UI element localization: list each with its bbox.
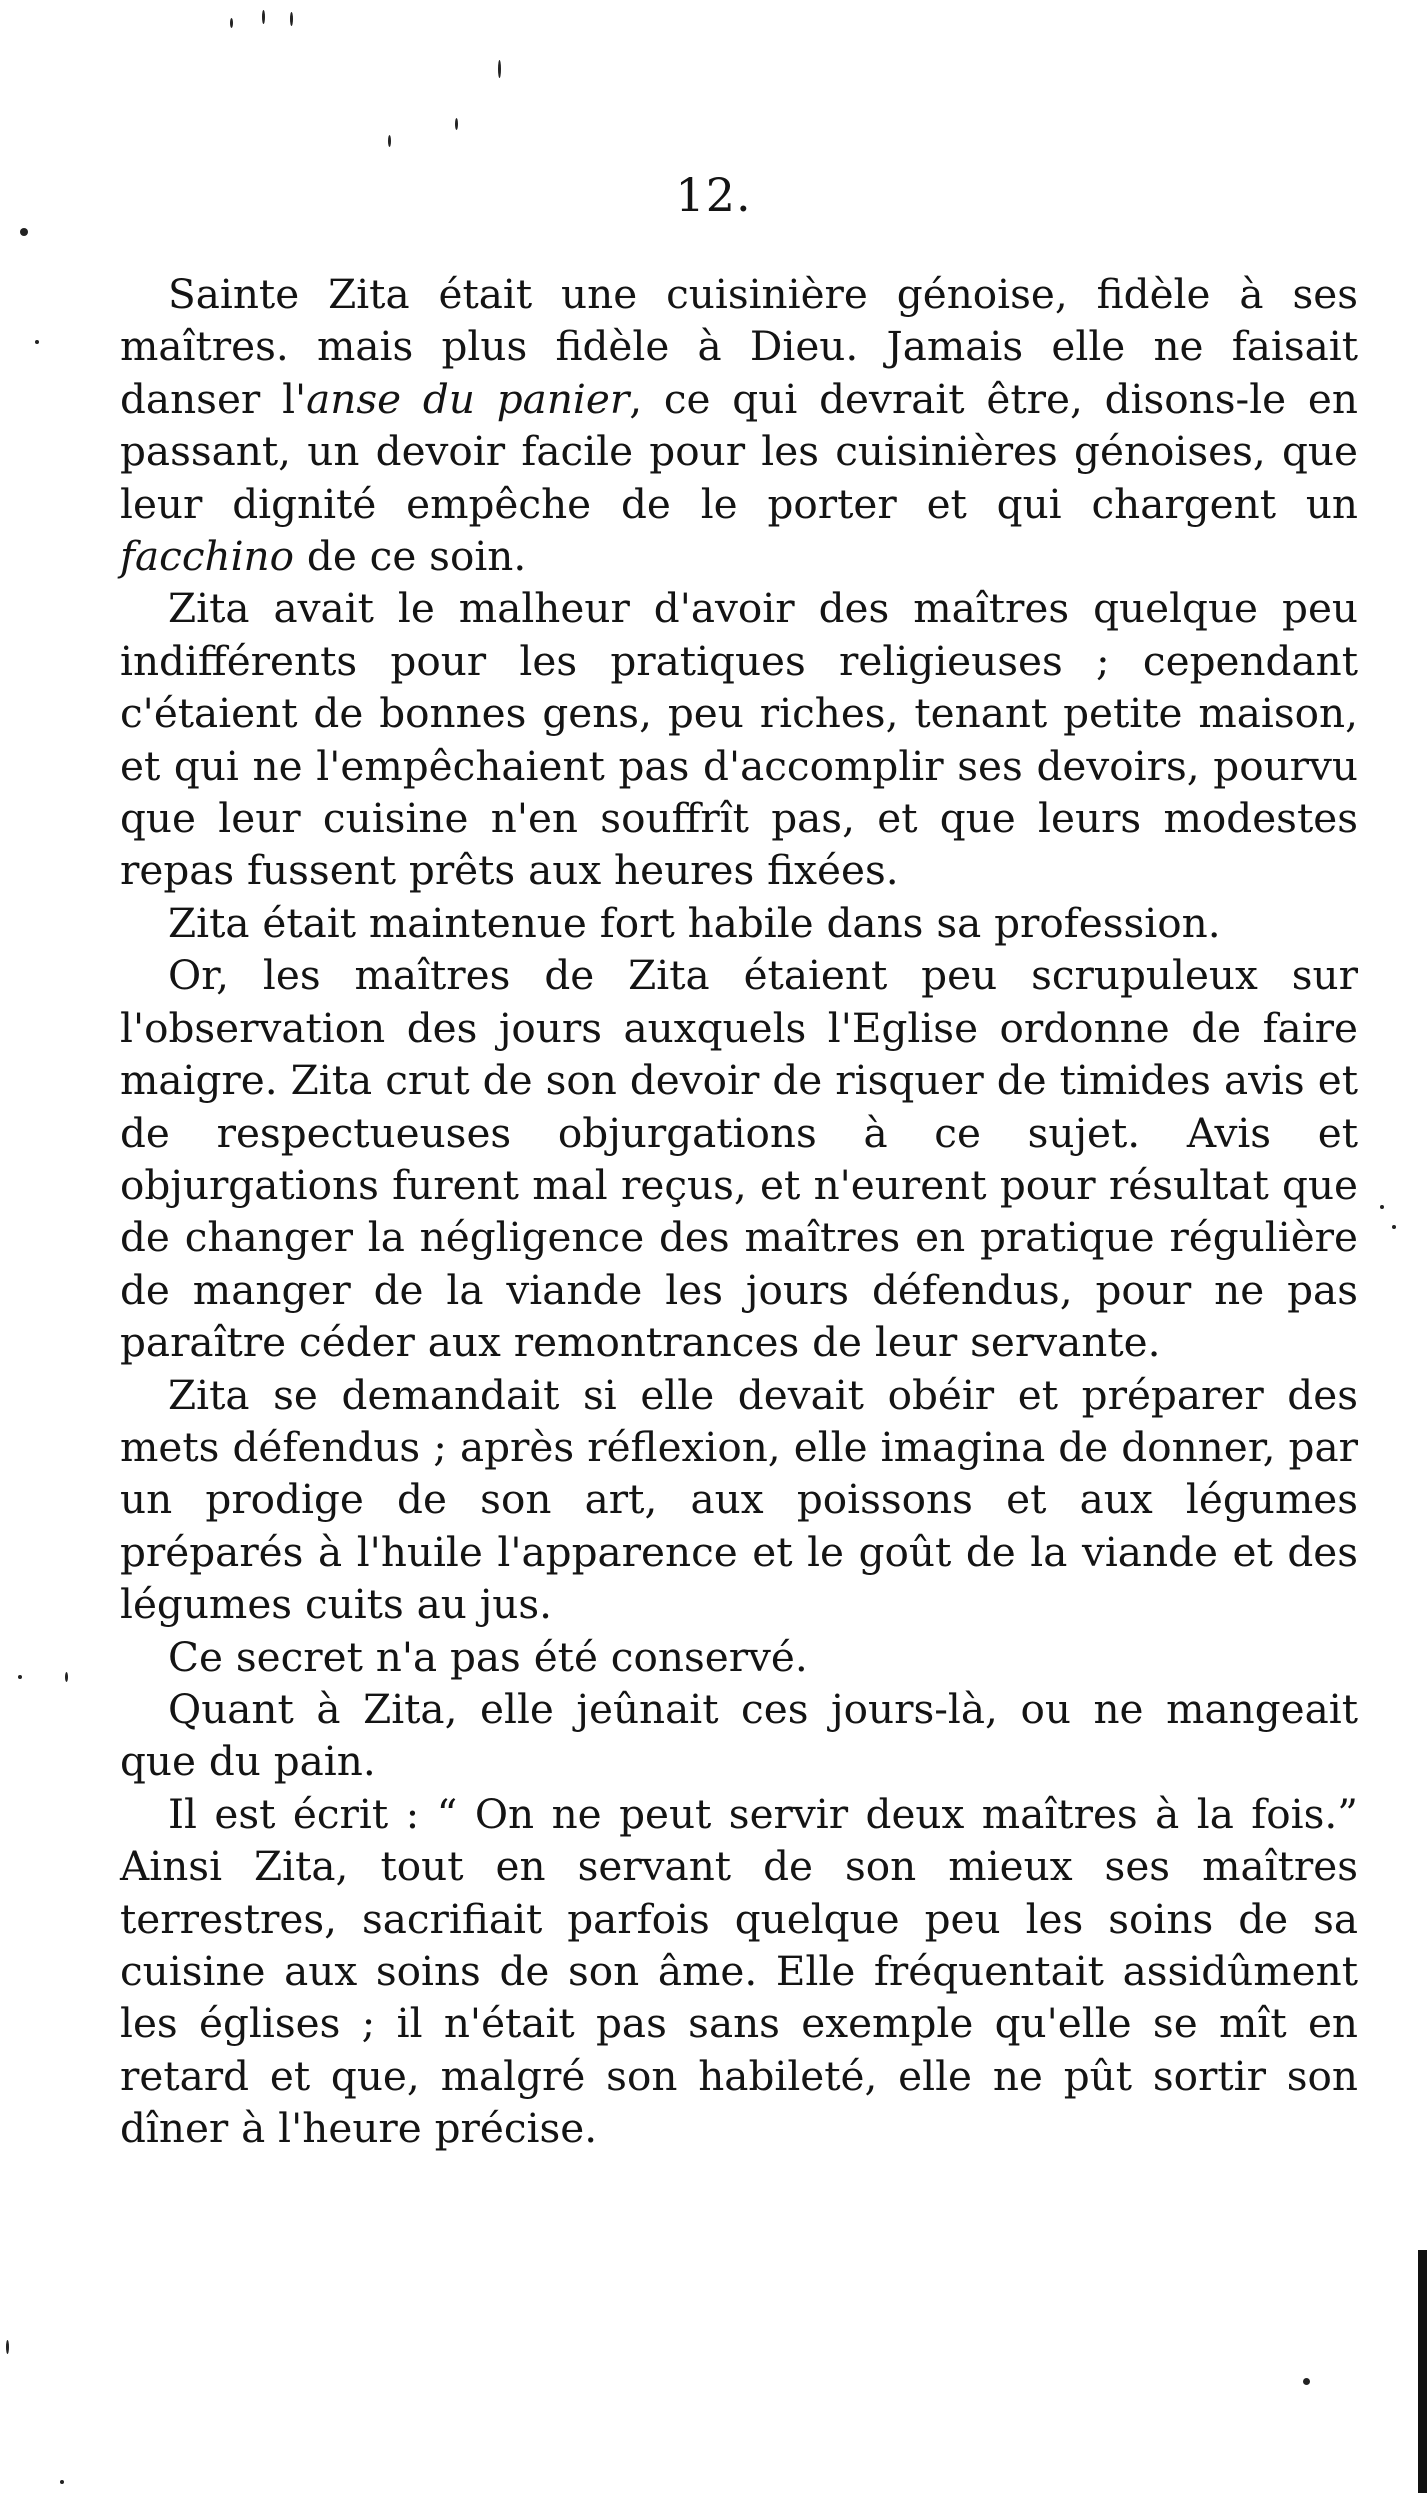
scan-speck	[230, 18, 233, 28]
scan-speck	[1392, 1225, 1396, 1229]
paragraph-8: Il est écrit : “ On ne peut servir deux maîtres à la fois.” Ainsi Zita, tout en servant de son mieux ses maîtres terrestres, sacrifiait parfois quelque peu les soins de sa cuisine aux soins de son âme. Elle fréquentait assidûment les églises ; il n'était pas sans exemple qu'elle se mît en retard et que, malgré son habileté, elle ne pût sortir son dîner à l'heure précise.	[120, 1789, 1358, 2153]
scan-speck	[1303, 2378, 1310, 2385]
paragraph-1-middle: , ce qui devrait être, disons-le en passant, un devoir facile pour les cuisinières génoises, que leur dignité empêche de le porter et qui chargent un	[120, 374, 1358, 528]
paragraph-1-before: Sainte Zita était une cuisinière génoise, fidèle à ses maîtres. mais plus fidèle à Dieu. Jamais elle ne faisait danser l'	[120, 270, 1358, 423]
italic-word-facchino: facchino	[120, 532, 295, 581]
scan-speck	[18, 1675, 22, 1679]
scan-speck	[20, 228, 28, 236]
page-edge-shadow	[1418, 2250, 1427, 2493]
paragraph-7: Quant à Zita, elle jeûnait ces jours-là, ou ne mangeait que du pain.	[120, 1684, 1358, 1786]
body-text	[120, 268, 1358, 2155]
paragraph-1-after: de ce soin.	[294, 532, 527, 581]
scan-speck	[498, 60, 501, 78]
italic-phrase-anse-du-panier: anse du panier	[306, 374, 630, 423]
scan-speck	[388, 135, 391, 147]
scan-speck	[65, 1672, 68, 1682]
page-number: 12.	[675, 168, 752, 222]
scan-speck	[6, 2340, 9, 2354]
paragraph-4: Or, les maîtres de Zita étaient peu scrupuleux sur l'observation des jours auxquels l'Eglise ordonne de faire maigre. Zita crut de son devoir de risquer de timides avis et de respectueuses objurgations à ce sujet. Avis et objurgations furent mal reçus, et n'eurent pour résultat que de changer la négligence des maîtres en pratique régulière de manger de la viande les jours défendus, pour ne pas paraître céder aux remontrances de leur servante.	[120, 951, 1358, 1367]
paragraph-1	[120, 268, 1358, 582]
scan-speck	[262, 10, 265, 24]
scan-speck	[290, 12, 293, 26]
paragraph-5: Zita se demandait si elle devait obéir et préparer des mets défendus ; après réflexion, elle imagina de donner, par un prodige de son art, aux poissons et aux légumes préparés à l'huile l'apparence et le goût de la viande et des légumes cuits au jus.	[120, 1370, 1358, 1629]
scan-speck	[60, 2480, 64, 2484]
scan-speck	[35, 340, 39, 344]
paragraph-2: Zita avait le malheur d'avoir des maîtres quelque peu indifférents pour les pratiques religieuses ; cependant c'étaient de bonnes gens, peu riches, tenant petite maison, et qui ne l'empêchaient pas d'accomplir ses devoirs, pourvu que leur cuisine n'en souffrît pas, et que leurs modestes repas fussent prêts aux heures fixées.	[120, 584, 1358, 895]
scan-speck	[455, 118, 458, 130]
paragraph-6: Ce secret n'a pas été conservé.	[168, 1632, 808, 1681]
scan-speck	[1380, 1205, 1384, 1209]
paragraph-3: Zita était maintenue fort habile dans sa profession.	[168, 898, 1221, 947]
